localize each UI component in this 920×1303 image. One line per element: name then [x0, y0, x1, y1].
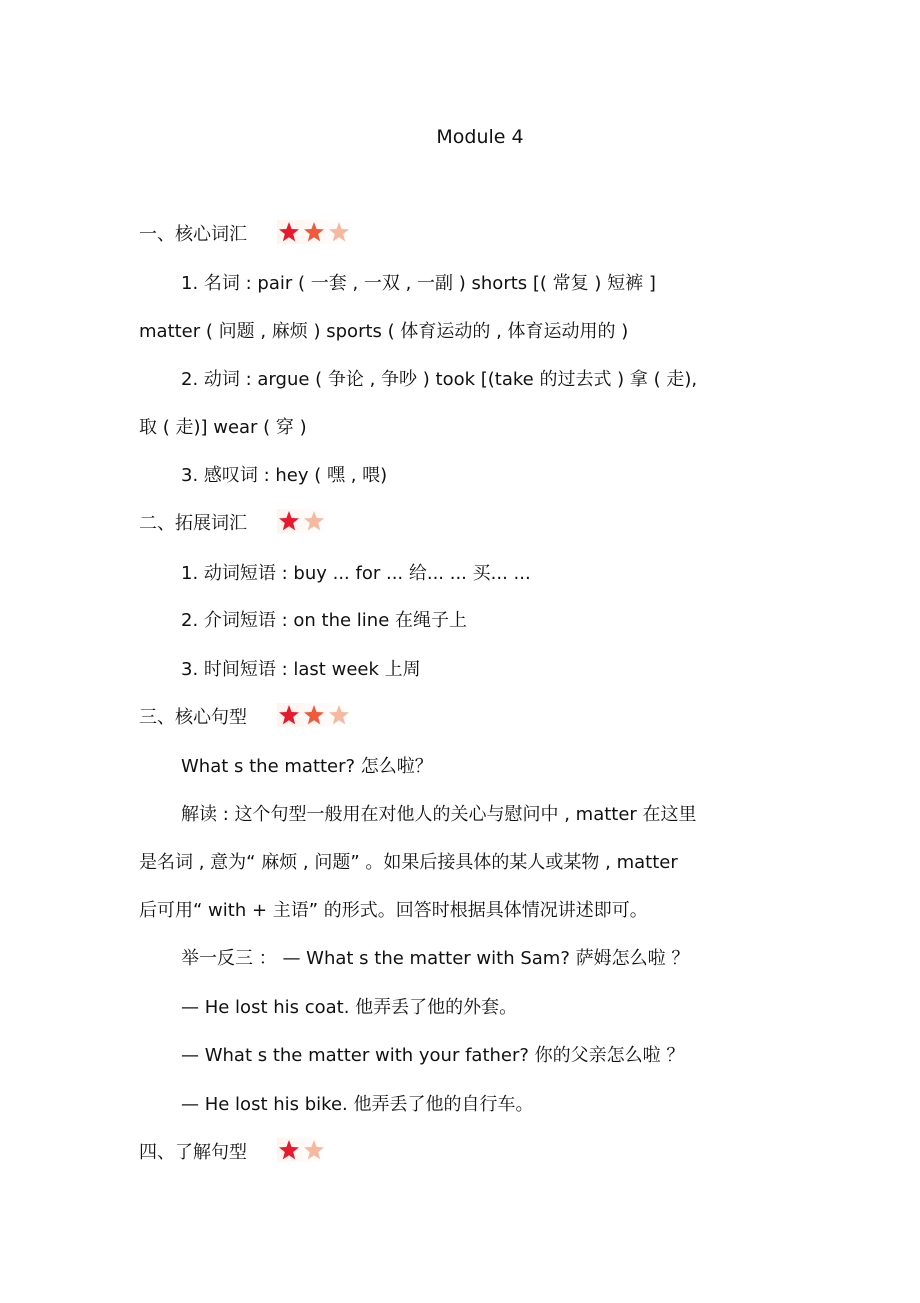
sentence-line: What s the matter? 怎么啦？: [181, 756, 433, 777]
example-line: 举一反三 ： — What s the matter with Sam? 萨姆怎么啦 ？: [181, 948, 690, 969]
star-icon: [304, 1140, 324, 1159]
vocab-line: 取 ( 走)] wear ( 穿 ): [139, 417, 307, 438]
vocab-line: 1. 名词 : pair ( 一套 , 一双 , 一副 ) shorts [( 常复 ) 短裤 ]: [181, 273, 656, 294]
star-icon: [329, 222, 349, 241]
section-heading-text: 一、核心词汇: [139, 224, 247, 245]
explanation-line: 解读 : 这个句型一般用在对他人的关心与慰问中 , matter 在这里: [181, 804, 697, 825]
star-icon: [329, 705, 349, 724]
star-icon: [304, 222, 324, 241]
section-heading-text: 二、拓展词汇: [139, 513, 247, 534]
phrase-line: 1. 动词短语 : buy ... for ... 给... ... 买... ...: [181, 563, 531, 584]
explanation-line: 后可用“ with + 主语” 的形式。回答时根据具体情况讲述即可。: [139, 900, 648, 921]
section-heading-core-vocabulary: [139, 222, 353, 248]
example-line: — He lost his bike. 他弄丢了他的自行车。: [181, 1094, 534, 1115]
star-icon: [304, 705, 324, 724]
vocab-line: matter ( 问题 , 麻烦 ) sports ( 体育运动的 , 体育运动用的 ): [139, 321, 629, 342]
phrase-line: 2. 介词短语 : on the line 在绳子上: [181, 610, 468, 631]
example-line: — What s the matter with your father? 你的父亲怎么啦 ？: [181, 1045, 685, 1066]
star-icon: [279, 222, 299, 241]
star-icon: [304, 511, 324, 530]
vocab-line: 2. 动词 : argue ( 争论 , 争吵 ) took [(take 的过去式 ) 拿 ( 走),: [181, 369, 698, 390]
star-icon: [279, 1140, 299, 1159]
section-heading-core-sentences: [139, 705, 353, 731]
explanation-line: 是名词 , 意为“ 麻烦 , 问题” 。如果后接具体的某人或某物 , matter: [139, 852, 678, 873]
page-title: Module 4: [436, 126, 524, 148]
section-heading-text: 四、了解句型: [139, 1142, 247, 1163]
vocab-line: 3. 感叹词 : hey ( 嘿 , 喂): [181, 465, 388, 486]
difficulty-rating: [277, 509, 327, 533]
difficulty-rating: [277, 703, 353, 727]
star-icon: [279, 705, 299, 724]
star-icon: [279, 511, 299, 530]
example-line: — He lost his coat. 他弄丢了他的外套。: [181, 997, 518, 1018]
section-heading-understand-sentences: [139, 1140, 327, 1166]
section-heading-extended-vocabulary: [139, 511, 327, 537]
phrase-line: 3. 时间短语 : last week 上周: [181, 659, 421, 680]
section-heading-text: 三、核心句型: [139, 707, 247, 728]
difficulty-rating: [277, 1138, 327, 1162]
difficulty-rating: [277, 220, 353, 244]
